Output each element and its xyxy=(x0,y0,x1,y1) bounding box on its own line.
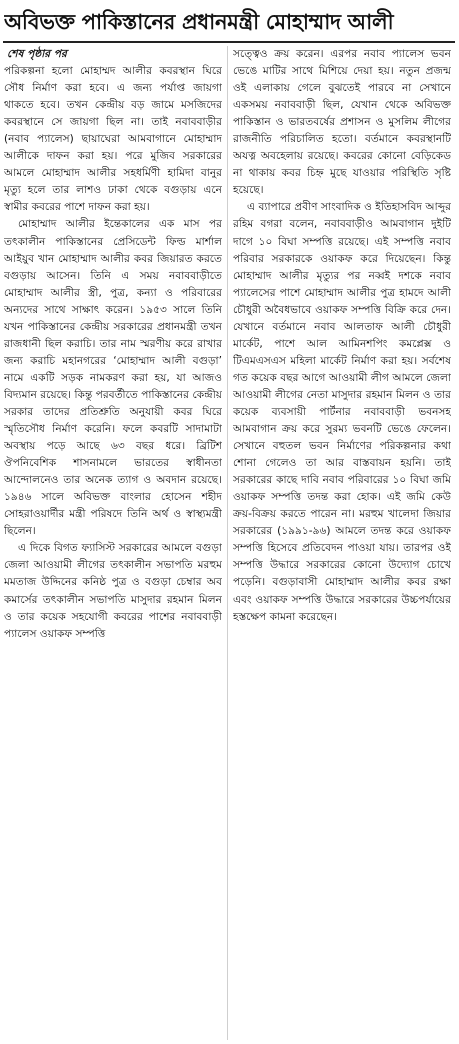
article-column-left xyxy=(4,46,222,1040)
article-paragraph: এ দিকে বিগত ফ্যাসিস্ট সরকারের আমলে বগুড়া জেলা আওয়ামী লীগের তৎকালীন সভাপতি মরহুম মমতাজ উদ্দিনের কনিষ্ঠ পুত্র ও বগুড়া চেম্বার অব কমার্সের তৎকালীন সভাপতি মাসুদার রহমান মিলন ও তার কয়েক সহযোগী কবরের পাশের নবাববাড়ী প্যালেস ওয়াকফ সম্পত্তি xyxy=(4,542,222,640)
article-paragraph: এ ব্যাপারে প্রবীণ সাংবাদিক ও ইতিহাসবিদ আব্দুর রহিম বগরা বলেন, নবাববাড়ীও আমবাগান দুইটি দাগে ১০ বিঘা সম্পত্তি রয়েছে। এই সম্পত্তি নবাব পরিবার সরকারকে ওয়াকফ করে দিয়েছেন। কিন্তু মোহাম্মাদ আলীর মৃত্যুর পর নব্বই দশকে নবাব প্যালেসের পাশে মোহাম্মাদ আলীর পুত্র হামদে আলী চৌধুরী অবৈধভাবে ওয়াকফ সম্পত্তি বিক্রি করে দেন। যেখানে বর্তমানে নবাব আলতাফ আলী চৌধুরী মার্কেট, পাশে আল আমিনশপিং কমপ্লেক্স ও টিএমএসএস মহিলা মার্কেট নির্মাণ করা হয়। সর্বশেষ গত কয়েক বছর আগে আওয়ামী লীগ আমলে জেলা আওয়ামী লীগের নেতা মাসুদার রহমান মিলন ও তার কয়েক ব্যবসায়ী পার্টনার নবাববাড়ী ভবনসহ আমবাগান ক্রয় করে সুরম্য ভবনটি ভেঙে ফেলেন। সেখানে বহুতল ভবন নির্মাণের পরিকল্পনার কথা শোনা গেলেও তা আর বাস্তবায়ন হয়নি। তাই সরকারের কাছে দাবি নবাব পরিবারের ১০ বিঘা জমি ওয়াকফ সম্পত্তি তদন্ত করা হোক। এই জমি কেউ ক্রয়-বিক্রয় করতে পারেন না। মরহুম খালেদা জিয়ার সরকারের (১৯৯১-৯৬) আমলে তদন্ত করে ওয়াকফ সম্পত্তি হিসেবে প্রতিবেদন পাওয়া যায়। তারপর ওই সম্পত্তি উদ্ধারে সরকারের কোনো উদ্যোগ চোখে পড়েনি। বগুড়াবাসী মোহাম্মাদ আলীর কবর রক্ষা এবং ওয়াকফ সম্পত্তি উদ্ধারে সরকারের উচ্চপর্যায়ের হস্তক্ষেপ কামনা করেছেন। xyxy=(233,201,451,623)
headline-rule xyxy=(3,41,455,43)
article-headline: অবিভক্ত পাকিস্তানের প্রধানমন্ত্রী মোহাম্মাদ আলী xyxy=(4,10,394,34)
article-paragraph: পরিকল্পনা হলো মোহাম্মদ আলীর কবরস্থান ঘিরে সৌধ নির্মাণ করা হবে। এ জন্য পর্যাপ্ত জায়গা থাকতে হবে। তখন কেন্দ্রীয় বড় জামে মসজিদের কবরস্থানে সে জায়গা ছিল না। তাই নবাববাড়ীর (নবাব প্যালেস) ছায়াঘেরা আমবাগানে মোহাম্মাদ আলীকে দাফন করা হয়। পরে মুজিব সরকারের আমলে মোহাম্মাদ আলীর সহধর্মিণী হামিদা বানুর মৃত্যু হলে তার লাশও ঢাকা থেকে বগুড়ায় এনে স্বামীর কবরের পাশে দাফন করা হয়। xyxy=(4,65,222,214)
article-column-right xyxy=(233,46,451,1040)
continued-from-label: শেষ পৃষ্ঠার পর xyxy=(7,48,67,60)
article-paragraph: মোহাম্মাদ আলীর ইন্তেকালের এক মাস পর তৎকালীন পাকিস্তানের প্রেসিডেন্ট ফিল্ড মার্শাল আইয়ুব খান মোহাম্মাদ আলীর কবর জিয়ারত করতে বগুড়ায় আসেন। তিনি এ সময় নবাববাড়ীতে মোহাম্মাদ আলীর স্ত্রী, পুত্র, কন্যা ও পরিবারের অন্যদের সাথে সাক্ষাৎ করেন। ১৯৫৩ সালে তিনি যখন পাকিস্তানের কেন্দ্রীয় সরকারের প্রধানমন্ত্রী তখন রাজধানী ছিল করাচি। তার নাম স্মরণীয় করে রাখার জন্য করাচি মহানগরের ‘মোহাম্মাদ আলী বগুড়া’ নামে একটি সড়ক নামকরণ করা হয়, যা আজও বিদ্যমান রয়েছে। কিন্তু পরবর্তীতে পাকিস্তানের কেন্দ্রীয় সরকার তাদের প্রতিশ্রুতি অনুযায়ী কবর ঘিরে স্মৃতিসৌধ নির্মাণ করেনি। ফলে কবরটি সাদামাটা অবস্থায় পড়ে আছে ৬৩ বছর ধরে। ব্রিটিশ ঔপনিবেশিক শাসনামলে ভারতের স্বাধীনতা আন্দোলনেও তার অনেক ত্যাগ ও অবদান রয়েছে। ১৯৪৬ সালে অবিভক্ত বাংলার হোসেন শহীদ সোহরাওয়ার্দীর মন্ত্রী পরিষদে তিনি অর্থ ও স্বাস্থ্যমন্ত্রী ছিলেন। xyxy=(4,218,222,538)
article-body xyxy=(4,46,455,1040)
article-paragraph: সত্ত্বেও ক্রয় করেন। এরপর নবাব প্যালেস ভবন ভেঙে মাটির সাথে মিশিয়ে দেয়া হয়। নতুন প্রজন্ম ওই এলাকায় গেলে বুঝতেই পারবে না সেখানে একসময় নবাববাড়ী ছিল, যেখান থেকে অবিভক্ত পাকিস্তান ও ভারতবর্ষের প্রশাসন ও মুসলিম লীগের রাজনীতি পরিচালিত হতো। বর্তমানে কবরস্থানটি অযত্ন অবহেলায় রয়েছে। কবরের কোনো বেড়িকেড না থাকায় কবর চিহ্ন মুছে যাওয়ার পরিস্থিতি সৃষ্টি হয়েছে। xyxy=(233,48,451,197)
column-divider xyxy=(227,46,228,1040)
